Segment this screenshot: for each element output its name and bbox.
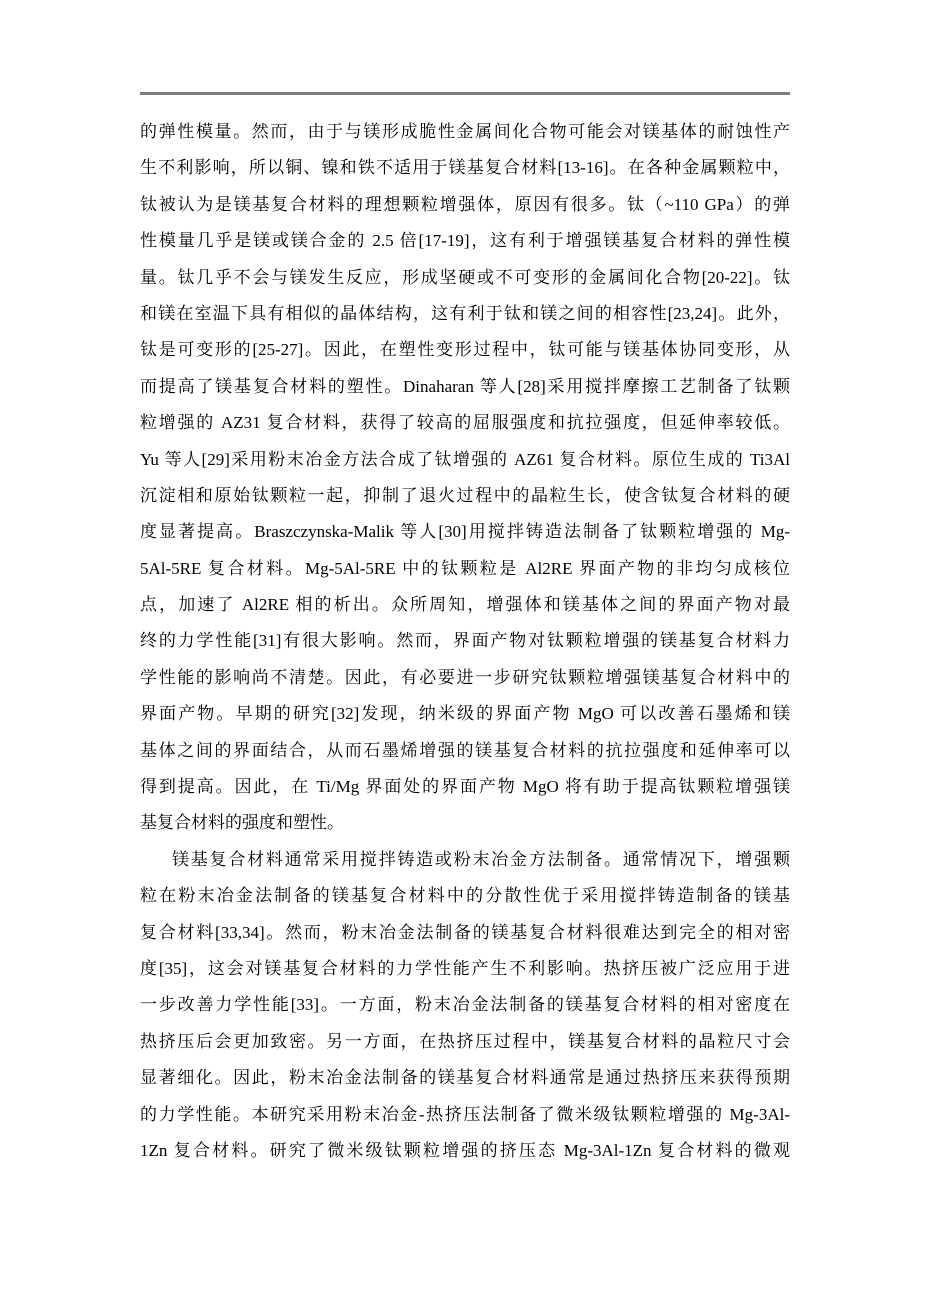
text-line: 5Al-5RE 复合材料。Mg-5Al-5RE 中的钛颗粒是 Al2RE 界面产物的非均匀成核位 xyxy=(140,558,790,578)
text-line: 显著细化。因此，粉末冶金法制备的镁基复合材料通常是通过热挤压来获得预期 xyxy=(140,1068,790,1088)
text-line: 的力学性能。本研究采用粉末冶金-热挤压法制备了微米级钛颗粒增强的 Mg-3Al- xyxy=(140,1104,790,1124)
text-line: 性模量几乎是镁或镁合金的 2.5 倍[17-19]，这有利于增强镁基复合材料的弹性模 xyxy=(140,231,790,251)
text-line: 度显著提高。Braszczynska-Malik 等人[30]用搅拌铸造法制备了钛颗粒增强的 Mg- xyxy=(140,522,790,542)
text-line: 点，加速了 Al2RE 相的析出。众所周知，增强体和镁基体之间的界面产物对最 xyxy=(140,595,790,615)
text-line: 得到提高。因此，在 Ti/Mg 界面处的界面产物 MgO 将有助于提高钛颗粒增强镁 xyxy=(140,777,790,797)
text-line: 基复合材料的强度和塑性。 xyxy=(140,813,344,833)
text-line: 而提高了镁基复合材料的塑性。Dinaharan 等人[28]采用搅拌摩擦工艺制备了钛颗 xyxy=(140,376,790,396)
text-line: 钛被认为是镁基复合材料的理想颗粒增强体，原因有很多。钛（~110 GPa）的弹 xyxy=(140,194,790,214)
text-line: 基体之间的界面结合，从而石墨烯增强的镁基复合材料的抗拉强度和延伸率可以 xyxy=(140,740,790,760)
text-line: 粒在粉末冶金法制备的镁基复合材料中的分散性优于采用搅拌铸造制备的镁基 xyxy=(140,886,790,906)
text-line: 热挤压后会更加致密。另一方面，在热挤压过程中，镁基复合材料的晶粒尺寸会 xyxy=(140,1031,790,1051)
text-line: 学性能的影响尚不清楚。因此，有必要进一步研究钛颗粒增强镁基复合材料中的 xyxy=(140,667,790,687)
text-line: 钛是可变形的[25-27]。因此，在塑性变形过程中，钛可能与镁基体协同变形，从 xyxy=(140,340,790,360)
text-line: 界面产物。早期的研究[32]发现，纳米级的界面产物 MgO 可以改善石墨烯和镁 xyxy=(140,704,790,724)
text-line: 一步改善力学性能[33]。一方面，粉末冶金法制备的镁基复合材料的相对密度在 xyxy=(140,995,790,1015)
document-body xyxy=(140,114,790,1169)
text-line: 粒增强的 AZ31 复合材料，获得了较高的屈服强度和抗拉强度，但延伸率较低。 xyxy=(140,413,790,433)
text-line: Yu 等人[29]采用粉末冶金方法合成了钛增强的 AZ61 复合材料。原位生成的 Ti3Al xyxy=(140,449,790,469)
text-line: 终的力学性能[31]有很大影响。然而，界面产物对钛颗粒增强的镁基复合材料力 xyxy=(140,631,790,651)
text-line: 复合材料[33,34]。然而，粉末冶金法制备的镁基复合材料很难达到完全的相对密 xyxy=(140,922,790,942)
text-line: 1Zn 复合材料。研究了微米级钛颗粒增强的挤压态 Mg-3Al-1Zn 复合材料的微观 xyxy=(140,1140,790,1160)
text-line: 沉淀相和原始钛颗粒一起，抑制了退火过程中的晶粒生长，使含钛复合材料的硬 xyxy=(140,485,790,505)
text-line: 和镁在室温下具有相似的晶体结构，这有利于钛和镁之间的相容性[23,24]。此外， xyxy=(140,303,790,323)
text-line: 度[35]，这会对镁基复合材料的力学性能产生不利影响。热挤压被广泛应用于进 xyxy=(140,958,790,978)
text-line: 镁基复合材料通常采用搅拌铸造或粉末冶金方法制备。通常情况下，增强颗 xyxy=(172,849,790,869)
header-rule xyxy=(140,92,790,95)
text-line: 生不利影响，所以铜、镍和铁不适用于镁基复合材料[13-16]。在各种金属颗粒中， xyxy=(140,158,790,178)
text-line: 量。钛几乎不会与镁发生反应，形成坚硬或不可变形的金属间化合物[20-22]。钛 xyxy=(140,267,790,287)
text-line: 的弹性模量。然而，由于与镁形成脆性金属间化合物可能会对镁基体的耐蚀性产 xyxy=(140,122,790,141)
